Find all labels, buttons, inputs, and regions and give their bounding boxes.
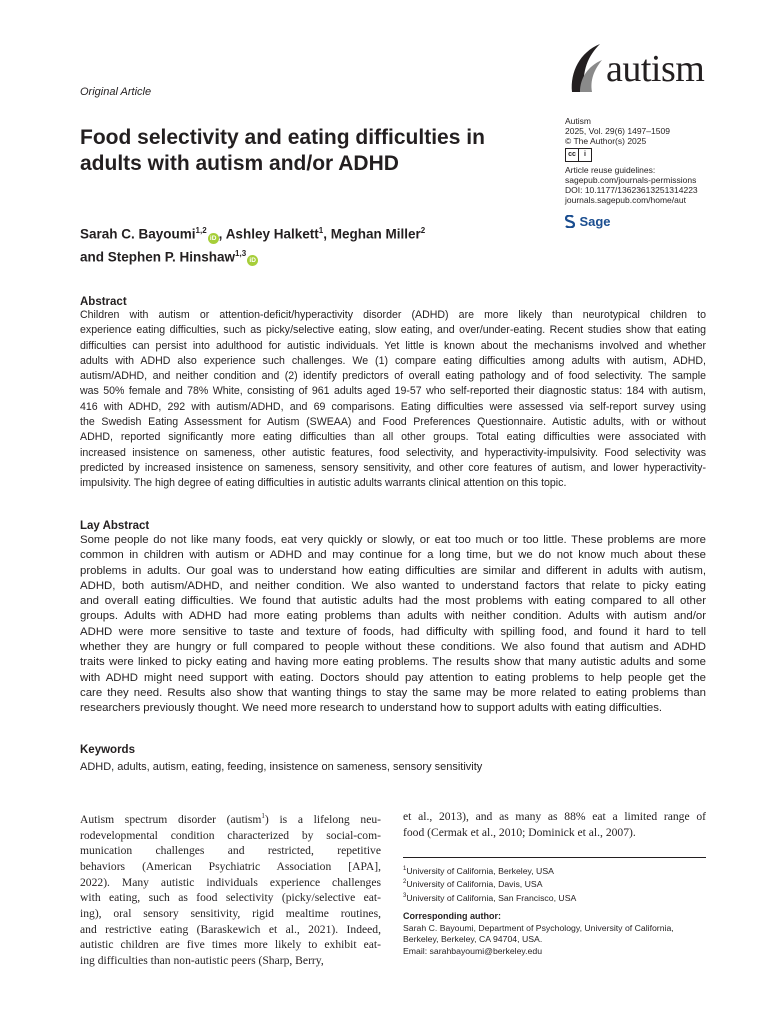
author-separator: and <box>80 249 108 264</box>
copyright: © The Author(s) 2025 <box>565 136 647 146</box>
affiliation-number: 1 <box>403 866 407 872</box>
abstract-line: adults with ADHD also experience such challenges. We (1) compare eating difficulties among adults with autism, ADHD, <box>80 354 706 367</box>
body-line: behaviors (American Psychiatric Association [APA], <box>80 859 381 873</box>
journal-logo-text: autism <box>606 48 705 90</box>
affiliation-item <box>403 864 706 877</box>
doi-link[interactable]: DOI: 10.1177/13623613251314223 <box>565 185 698 195</box>
author-name: Ashley Halkett <box>225 226 319 242</box>
orcid-icon[interactable]: iD <box>208 233 219 244</box>
abstract-line: the Swedish Eating Assessment for Autism (SWEAA) and Food Preferences Questionnaire. Autistic adults, with or without <box>80 416 706 429</box>
abstract-line: increased insistence on sameness, other autistic features, food selectivity, and hyperactivity-impulsivity. Food selectivity was <box>80 446 706 459</box>
author-affiliation: 1,2 <box>195 226 207 235</box>
lay-abstract-line: ADHD, both autism/ADHD, and neither condition. We also wanted to understand factors that relate to picky eating <box>80 579 706 592</box>
abstract-line: predicted by increased insistence on sameness, sensory sensitivity, and other core features of autism, and lower hyperactivity- <box>80 461 706 474</box>
corresponding-heading: Corresponding author: <box>403 911 501 921</box>
lay-abstract-heading: Lay Abstract <box>80 520 150 532</box>
body-line: ing difficulties than non-autistic peers (Sharp, Berry, <box>80 954 324 968</box>
abstract-line: autism/ADHD, and neither condition and (2) identify predictors of overall eating pathology and of food selectivity. The sample <box>80 370 706 383</box>
author-affiliation: 1 <box>318 226 324 235</box>
abstract-line: difficulties can persist into adulthood for autistic individuals. Yet little is known about the mechanisms involved and whether <box>80 339 706 352</box>
affiliations <box>403 864 706 904</box>
lay-abstract-line: ADHD were more sensitive to taste and texture of foods, had difficulty with spilling food, and found it hard to tell <box>80 625 706 638</box>
abstract-heading: Abstract <box>80 296 127 308</box>
body-line: ing), oral sensory sensitivity, rigid mealtime routines, <box>80 907 381 921</box>
body-column-left <box>80 809 381 969</box>
lay-abstract-line: and overall eating difficulties. We found that autistic adults had the most problems with eating compared to all other <box>80 595 706 608</box>
corresponding-line: Berkeley, Berkeley, CA 94704, USA. <box>403 934 543 945</box>
corresponding-line: Email: sarahbayoumi@berkeley.edu <box>403 945 543 956</box>
reuse-link[interactable]: sagepub.com/journals-permissions <box>565 175 697 185</box>
orcid-icon[interactable]: iD <box>247 255 258 266</box>
lay-abstract-line: researchers previously thought. We need more research to understand how to support adults with eating difficulties. <box>80 702 663 715</box>
journal-name: Autism <box>565 116 591 126</box>
body-line: 2022). Many autistic individuals experience challenges <box>80 875 381 889</box>
abstract-line: experience eating difficulties, such as picky/selective eating, slow eating, and over/under-eating. Recent studies show that eating <box>80 324 706 337</box>
body-line: et al., 2013), and as many as 88% eat a limited range of <box>403 810 706 823</box>
journal-logo-icon <box>566 42 606 94</box>
abstract-line: ADHD, reported significantly more eating difficulties than all other groups. Total eating difficulties were associated with <box>80 431 706 444</box>
journal-url-link[interactable]: journals.sagepub.com/home/aut <box>565 195 686 205</box>
reuse-label: Article reuse guidelines: <box>565 165 656 175</box>
author-name: Meghan Miller <box>330 226 421 242</box>
body-column-right <box>403 809 706 840</box>
abstract-line: 416 with ADHD, 292 with autism/ADHD, and 69 comparisons. Eating difficulties were assessed via self-report survey using <box>80 400 706 413</box>
lay-abstract-line: care they need. Results also show that wanting things to stay the same may be more related to eating problems than <box>80 686 706 699</box>
abstract-line: impulsivity. The high degree of eating difficulties in autistic adults warrants clinical attention on this topic. <box>80 477 567 490</box>
lay-abstract-line: common in children with autism or ADHD and may continue for a long time, but we do not know much about these <box>80 549 706 562</box>
cc-icon: cc <box>568 151 576 158</box>
journal-logo <box>566 42 716 94</box>
sage-s-icon <box>565 215 575 228</box>
body-line: munication challenges and restricted, repetitive <box>80 844 381 858</box>
title-line-2: adults with autism and/or ADHD <box>80 152 399 175</box>
author-line-1 <box>80 221 510 244</box>
author-affiliation: 1,3 <box>235 248 247 258</box>
footnote-divider <box>403 857 706 858</box>
author-list <box>80 221 510 266</box>
abstract-body <box>80 308 706 492</box>
title-line-1: Food selectivity and eating difficulties in <box>80 126 485 149</box>
lay-abstract-line: groups. Adults with ADHD had more eating problems than adults with neither condition. Adults with autism and/or <box>80 610 706 623</box>
affiliation-text: University of California, Davis, USA <box>406 879 543 890</box>
body-line: and restrictive eating (Baraskewich et al., 2021). Indeed, <box>80 922 381 936</box>
attribution-icon: i <box>578 149 591 161</box>
corresponding-author <box>403 911 706 957</box>
body-line: with eating, such as food selectivity (picky/selective eat- <box>80 891 381 905</box>
body-line: autistic children are five times more likely to exhibit eat- <box>80 938 381 952</box>
affiliation-text: University of California, San Francisco, USA <box>406 892 577 903</box>
author-affiliation: 2 <box>420 226 426 235</box>
keywords-text: ADHD, adults, autism, eating, feeding, insistence on sameness, sensory sensitivity <box>80 761 483 773</box>
affiliation-text: University of California, Berkeley, USA <box>406 865 554 876</box>
lay-abstract-line: with ADHD might need support with eating. Doctors should pay attention to eating problems to help people get the <box>80 671 706 684</box>
journal-meta <box>565 116 725 205</box>
cc-license-badge[interactable] <box>565 148 725 162</box>
affiliation-item <box>403 877 706 890</box>
author-separator: , <box>323 226 331 242</box>
author-line-2 <box>80 244 510 267</box>
body-line: Autism spectrum disorder (autism$^1$) is a lifelong neu- <box>80 812 381 826</box>
body-line: rodevelopmental condition characterized by social-com- <box>80 828 381 842</box>
lay-abstract-body <box>80 533 706 717</box>
publisher-logo <box>565 213 611 231</box>
abstract-line: was 50% female and 78% White, consisting of 961 adults aged 19-57 who self-reported their diagnostic status: 184 with autism, <box>80 385 706 398</box>
keywords-heading: Keywords <box>80 744 135 756</box>
body-line: food (Cermak et al., 2010; Dominick et al., 2007). <box>403 825 636 839</box>
author-separator: , <box>218 226 226 242</box>
corresponding-line: Sarah C. Bayoumi, Department of Psychology, University of California, <box>403 922 674 933</box>
lay-abstract-line: problems in adults. Our goal was to understand how eating difficulties are similar and different in adults with autism, <box>80 564 706 577</box>
author-name: Sarah C. Bayoumi <box>80 226 196 242</box>
lay-abstract-line: Some people do not like many foods, eat very quickly or slowly, or eat too much or too little. These problems are more <box>80 534 706 546</box>
author-name: Stephen P. Hinshaw <box>107 249 236 264</box>
article-title <box>80 125 530 177</box>
affiliation-item <box>403 891 706 904</box>
affiliation-number: 2 <box>403 879 407 886</box>
abstract-line: Children with autism or attention-deficit/hyperactivity disorder (ADHD) are more likely than neurotypical children to <box>80 309 706 321</box>
lay-abstract-line: traits were linked to picky eating and having more eating problems. The results show that many autistic adults and some <box>80 656 706 669</box>
publisher-name: Sage <box>579 214 611 229</box>
affiliation-number: 3 <box>403 892 407 899</box>
section-label: Original Article <box>80 86 152 98</box>
lay-abstract-line: whether they are hungry or full compared to people without these conditions. We also found that autism and ADHD <box>80 641 706 654</box>
volume-line: 2025, Vol. 29(6) 1497–1509 <box>565 126 670 136</box>
